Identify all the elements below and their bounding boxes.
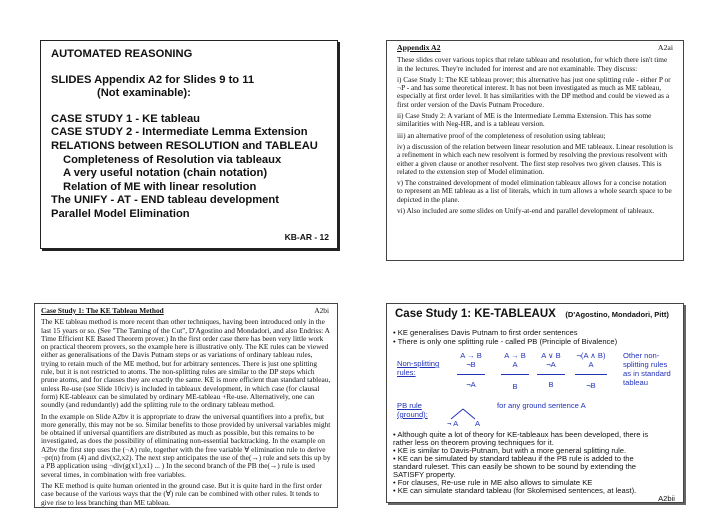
slide-subtitle: (D'Agostino, Mondadori, Pitt)	[565, 310, 669, 319]
notes-paragraph: iii) an alternative proof of the completeness of resolution using tableau;	[397, 130, 606, 140]
notes-paragraph: These slides cover various topics that relate tableau and resolution, for which there isn't time in the lectures. They're included for interest and are not examinable. They discuss:	[397, 55, 668, 73]
bullet-item: • Although quite a lot of theory for KE-tableaux has been developed, there is	[393, 430, 649, 439]
other-rules-label: as in standard	[623, 369, 671, 378]
bullet-item: • For clauses, Re-use rule in ME also allows to simulate KE	[393, 478, 593, 487]
slide-footer: KB-AR - 12	[284, 232, 329, 242]
rule-premise: ¬A	[546, 360, 556, 369]
notes-paragraph: The KE tableau method is more recent than other techniques, having been introduced only in the last 15 years or so. (See "The Taming of the Cut", D'Agostino and Mondadori, and also Endriss: A Time Efficient KE Based Theorem prover.) In the first order case there has been very little work on practical theorem provers, so the example here is illustrative only. The KE rules can be viewed either as generalisations of the Davis Putnam steps or as variations of ordinary tableau rules, trying to retain much of the ME method, but for arbitrary sentences. There is just one splitting rule, but it is not restricted to atoms. The non-splitting rules are similar to the DP steps which prune atoms, and for clauses they are exactly the same. KE is more efficient than standard tableau, unless Re-use (see Slide 10civ) is included in tableaux development, in which case (for clausal form) KE-tableaux can be simulated by ordinary ME-tableau +Re-use. Alternatively, one can soundly (and redundantly) add the splitting rule to the ordinary tableau method.	[41, 317, 331, 410]
completeness-line: Completeness of Resolution via tableaux	[63, 153, 282, 166]
notes-paragraph: vi) Also included are some slides on Unify-at-end and parallel development of tableaux.	[397, 206, 655, 216]
other-rules-label: splitting rules	[623, 360, 668, 369]
pb-branch-positive: A	[475, 419, 481, 428]
page-number: A2ai	[657, 43, 673, 52]
page-number: A2bii	[658, 494, 675, 503]
rule-conclusion: B	[512, 382, 518, 391]
title-line: AUTOMATED REASONING	[51, 48, 193, 60]
rule-divider	[457, 374, 485, 375]
other-rules-label: Other non-	[623, 351, 660, 360]
rule-conclusion: ¬A	[466, 380, 476, 389]
notes-paragraph: iv) a discussion of the relation between linear resolution and ME tableaux. Linear resolution is a refinement in which each new resolvent is formed by resolving the previous resolvent with either a given clause or another resolvent. The first step resolves two given clauses. This is related to the extension step of Model elimination.	[397, 141, 673, 176]
pb-branch-left	[451, 409, 463, 419]
bullet-item: standard ruleset. This can easily be shown to be sound by extending the	[393, 462, 637, 471]
pb-branch-right	[463, 409, 475, 419]
bullet-item: • KE generalises Davis Putnam to first order sentences	[393, 328, 578, 337]
page-number: A2bi	[314, 306, 329, 315]
nonsplit-label: rules:	[397, 368, 416, 377]
rule-conclusion: B	[548, 380, 554, 389]
notes-paragraph: i) Case Study 1: The KE tableau prover; this alternative has just one splitting rule - either P or ¬P - and has some theoretical interest. It has not been investigated as much as ME tableau, especially at first order level. It has similarities with the DP method and could be viewed as a first order version of the Davis Putnam Procedure.	[397, 74, 671, 109]
ke-tableaux-slide	[386, 303, 684, 503]
bullet-item: • KE can simulate standard tableau (for Skolemised sentences, at least).	[393, 486, 637, 495]
rule-premise: A ∨ B	[541, 351, 561, 360]
pb-rule-label: PB rule	[397, 401, 422, 410]
bullet-item: • KE is similar to Davis-Putnam, but with a more general splitting rule.	[393, 446, 627, 455]
slide-title	[395, 308, 669, 320]
pb-rule-label: (ground):	[397, 410, 428, 419]
bullet-item: • There is only one splitting rule - called PB (Principle of Bivalence)	[393, 337, 618, 346]
rule-divider	[537, 374, 565, 375]
rule-premise: ¬B	[466, 360, 476, 369]
rule-divider	[575, 374, 607, 375]
pb-branch-negative: ¬ A	[447, 419, 459, 428]
bullet-item: rather less on theorem proving techniques for it.	[393, 438, 554, 447]
rule-premise: A → B	[460, 351, 482, 360]
notes-paragraph: v) The constrained development of model elimination tableaux allows for a concise notation to represent an ME tableau as a list of literals, which in turn allows a whole search space to be depicted in the plane.	[397, 178, 672, 204]
slide-title-text: Case Study 1: KE-TABLEAUX	[395, 308, 556, 320]
appendix-notes-card	[386, 40, 684, 261]
not-examinable-line: (Not examinable):	[97, 87, 191, 100]
parallel-me-line: Parallel Model Elimination	[51, 207, 190, 220]
notes-title: Case Study 1: The KE Tableau Method	[41, 306, 164, 315]
bullet-item: • KE can be simulated by standard tableau if the PB rule is added to the	[393, 454, 634, 463]
notes-paragraph: In the example on Slide A2bv it is appropriate to draw the universal quantifiers into a prefix, but more generally, this may not be so. Similar benefits to those provided by universal variables might be obtained if universal quantifiers are distributed as much as possible, but this remains to be investigated, as does the possibility of eliminating non-essential backtracking. In the example on A2bv the first step uses the (¬∧) rule, together with the free variable ∀ elimination rule to derive ¬pr(n) from (4) and div(x2,x2). The next step anticipates the use of the(→) rule and sets this up by a PB application using ¬div(g(x1),x1) ... ) In the second branch of the PB the(→) rule is used several times, in combination with free variables.	[41, 411, 331, 479]
notes-title: Appendix A2	[397, 43, 441, 52]
rule-premise: A	[588, 360, 594, 369]
chain-notation-line: A very useful notation (chain notation)	[63, 167, 268, 180]
nonsplit-label: Non-splitting	[397, 359, 440, 368]
bullet-item: SATISFY property.	[393, 470, 456, 479]
notes-paragraph: ii) Case Study 2: A variant of ME is the Intermediate Lemma Extension. This has some similarities with Neg-HR, and is a tableau version.	[397, 111, 652, 129]
case-study-2-line: CASE STUDY 2 - Intermediate Lemma Extension	[51, 126, 308, 139]
case-study-notes-card	[34, 303, 338, 508]
rule-divider	[501, 374, 529, 375]
me-linear-line: Relation of ME with linear resolution	[63, 180, 257, 193]
other-rules-label: tableau	[623, 378, 648, 387]
notes-paragraph: The KE method is quite human oriented in the ground case. But it is quite hard in the first order case because of the various ways that the (∀) rule can be combined with other rules. It tends to give rise to less branching than ME tableau.	[41, 480, 323, 507]
unify-at-end-line: The UNIFY - AT - END tableau development	[51, 194, 279, 207]
pb-rule-note: for any ground sentence A	[497, 401, 586, 410]
rule-premise: A → B	[504, 351, 526, 360]
rule-conclusion: ¬B	[586, 381, 596, 390]
slide-title-card	[40, 40, 338, 249]
slides-line: SLIDES Appendix A2 for Slides 9 to 11	[51, 73, 255, 86]
relations-line: RELATIONS between RESOLUTION and TABLEAU	[51, 139, 318, 152]
rule-premise: A	[512, 360, 518, 369]
rule-premise: ¬(A ∧ B)	[576, 351, 606, 360]
case-study-1-line: CASE STUDY 1 - KE tableau	[51, 112, 200, 125]
